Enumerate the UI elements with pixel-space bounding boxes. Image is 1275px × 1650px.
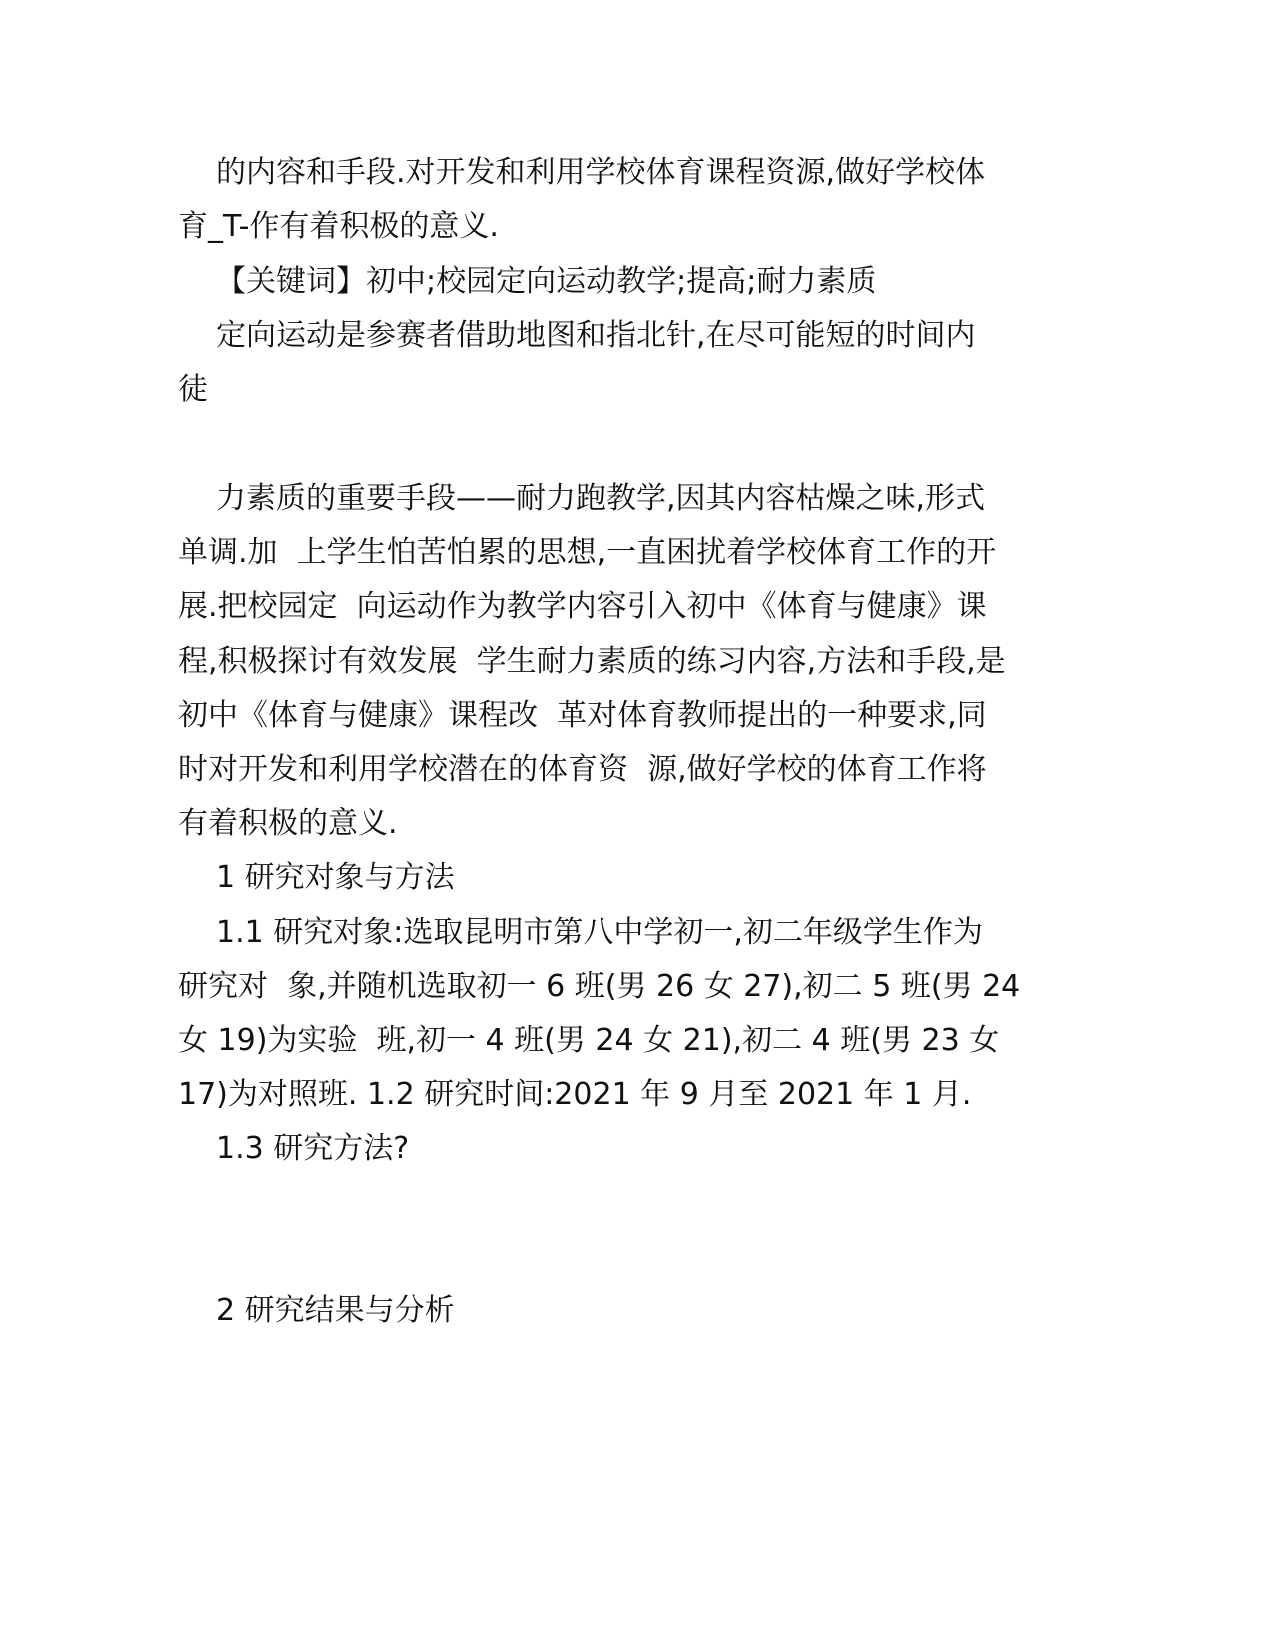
keywords-line: 【关键词】初中;校园定向运动教学;提高;耐力素质 <box>216 264 877 299</box>
text-line: 程,积极探讨有效发展 学生耐力素质的练习内容,方法和手段,是 <box>178 644 1006 679</box>
text-line: 育_T-作有着积极的意义. <box>178 209 499 244</box>
text-line: 初中《体育与健康》课程改 革对体育教师提出的一种要求,同 <box>178 698 987 733</box>
text-line: 展.把校园定 向运动作为教学内容引入初中《体育与健康》课 <box>178 589 987 624</box>
text-line: 17)为对照班. 1.2 研究时间:2021 年 9 月至 2021 年 1 月. <box>178 1077 972 1112</box>
text-line: 研究对 象,并随机选取初一 6 班(男 26 女 27),初二 5 班(男 24 <box>178 969 1021 1004</box>
text-line: 单调.加 上学生怕苦怕累的思想,一直困扰着学校体育工作的开 <box>178 535 997 570</box>
text-line: 定向运动是参赛者借助地图和指北针,在尽可能短的时间内 <box>216 318 976 353</box>
section-heading: 2 研究结果与分析 <box>216 1293 455 1328</box>
text-line: 1.1 研究对象:选取昆明市第八中学初一,初二年级学生作为 <box>216 915 983 950</box>
text-line: 的内容和手段.对开发和利用学校体育课程资源,做好学校体 <box>216 155 986 190</box>
text-line: 徒 <box>178 372 208 407</box>
text-line: 女 19)为实验 班,初一 4 班(男 24 女 21),初二 4 班(男 23 女 <box>178 1023 1000 1058</box>
subsection-heading: 1.3 研究方法? <box>216 1131 410 1166</box>
text-line: 有着积极的意义. <box>178 806 398 841</box>
text-line: 时对开发和利用学校潜在的体育资 源,做好学校的体育工作将 <box>178 752 987 787</box>
section-heading: 1 研究对象与方法 <box>216 860 455 895</box>
text-line: 力素质的重要手段——耐力跑教学,因其内容枯燥之味,形式 <box>216 481 986 516</box>
